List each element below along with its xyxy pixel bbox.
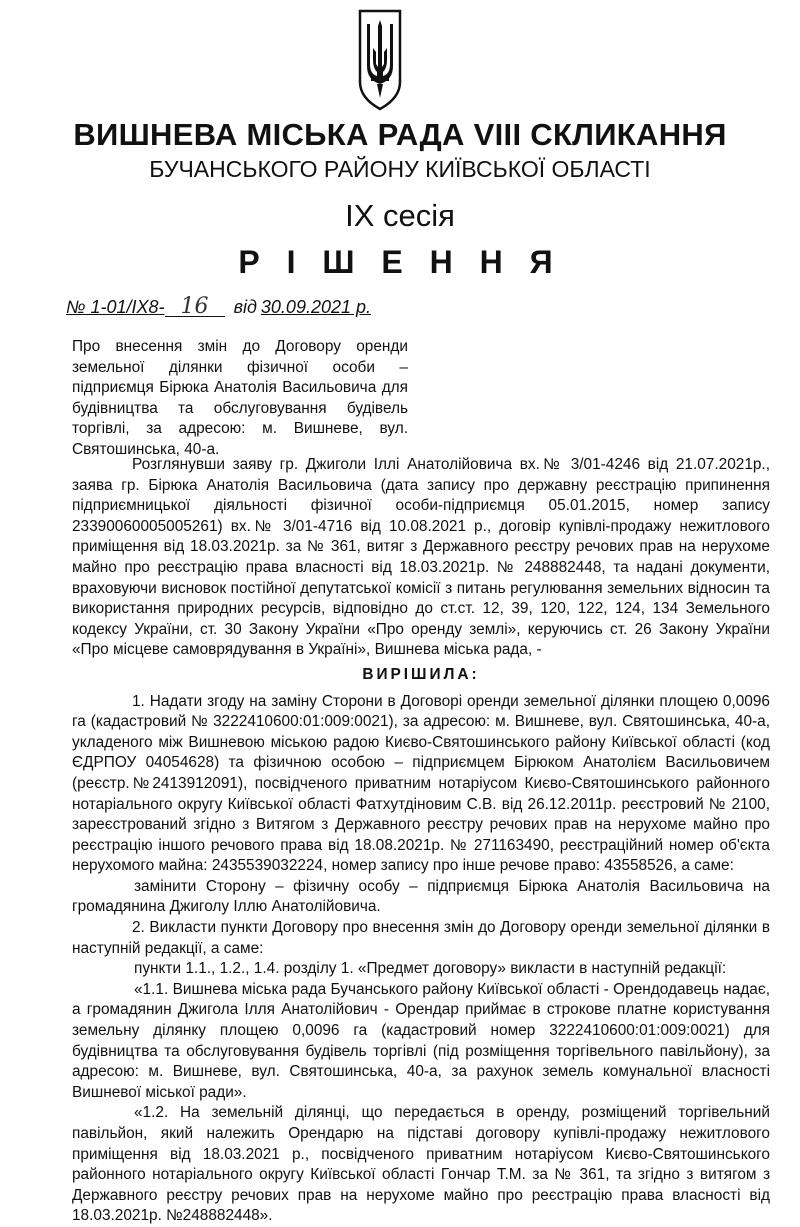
decision-subject: Про внесення змін до Договору оренди земельної ділянки фізичної особи – підприємця Бірюка Анатолія Васильовича для будівництва та обслуговування будівель торгівлі, за адресою: м. Вишневе, вул. Святошинська, 40-а. [72, 338, 408, 458]
decision-number: № 1-01/IX8- [66, 297, 165, 317]
document-type: Р І Ш Е Н Н Я [238, 244, 562, 280]
decided-heading: ВИРІШИЛА: [362, 665, 480, 683]
session-label: ІХ сесія [345, 198, 455, 233]
preamble-paragraph: Розглянувши заяву гр. Джиголи Іллі Анатолійовича вх.№ 3/01-4246 від 21.07.2021р., заява гр. Бірюка Анатолія Васильовича (дата запису про державну реєстрацію припинення підприємницької діяльності фізичної особи-підприємця 05.01.2015, номер запису 23390060005005261) вх.№ 3/01-4716 від 10.08.2021 р., договір купівлі-продажу нежитлового приміщення від 18.03.2021р. за № 361, витяг з Державного реєстру речових прав на нерухоме майно про реєстрацію права власності від 18.03.2021р. № 248882448, та надані документи, враховуючи висновок постійної депутатської комісії з питань регулювання земельних відносин та використання природних ресурсів, відповідно до ст.ст. 12, 39, 120, 122, 124, 134 Земельного кодексу України, ст. 30 Закону України «Про оренду землі», керуючись ст. 26 Закону України «Про місцеве самоврядування в Україні», Вишнева міська рада, - [72, 456, 770, 659]
point-paragraph: «1.2. На земельній ділянці, що передається в оренду, розміщений торгівельний павільйон, який належить Орендарю на підставі договору купівлі-продажу нежитлового приміщення від 18.03.2021 р., посвідченого приватним нотаріусом Києво-Святошинського районного нотаріального округу Київської області Гончар Т.М. за № 361, та згідно з витягом з Державного реєстру речових прав на нерухоме майно про реєстрацію права власності від 18.03.2021р. №248882448». [72, 1104, 770, 1225]
point-paragraph: замінити Сторону – фізичну особу – підприємця Бірюка Анатолія Васильовича на громадянина Джиголу Іллю Анатолійовича. [72, 877, 770, 916]
decision-body [72, 455, 770, 1227]
trident-coat-of-arms-icon [357, 8, 403, 112]
handwritten-number: 16 [165, 298, 225, 317]
decision-number-line [66, 294, 372, 319]
point-paragraph: «1.1. Вишнева міська рада Бучанського району Київської області - Орендодавець надає, а громадянин Джигола Ілля Анатолійович - Орендар приймає в строкове платне користування земельну ділянку площею 0,0096 га (кадастровий номер 3222410600:01:009:0021) для будівництва та обслуговування будівель торгівлі (під розміщення торгівельного павільйону), за адресою: м. Вишневе, вул. Святошинська, 40-а, за рахунок земель комунальної власності Вишневої міської ради». [72, 980, 770, 1101]
date-prefix: від [233, 297, 257, 317]
point-paragraph: 2. Викласти пункти Договору про внесення змін до Договору оренди земельної ділянки в наступній редакції, а саме: [72, 919, 770, 957]
decision-date: 30.09.2021 р. [260, 297, 372, 317]
council-region: БУЧАНСЬКОГО РАЙОНУ КИЇВСЬКОЇ ОБЛАСТІ [149, 156, 651, 182]
point-paragraph: пункти 1.1., 1.2., 1.4. розділу 1. «Предмет договору» викласти в наступній редакції: [134, 960, 727, 978]
council-title: ВИШНЕВА МІСЬКА РАДА VIII СКЛИКАННЯ [73, 117, 727, 152]
point-paragraph: 1. Надати згоду на заміну Сторони в Договорі оренди земельної ділянки площею 0,0096 га (кадастровий № 3222410600:01:009:0021), за адресою: м. Вишневе, вул. Святошинська, 40-а, укладеного між Вишневою міською радою Києво-Святошинського району Київської області (код ЄДРПОУ 04054628) та фізичною особою – підприємцем Бірюком Анатолієм Васильовичем (реєстр.№2413912091), посвідченого приватним нотаріусом Києво-Святошинського районного нотаріального округу Київської області Фатхутдіновим С.В. від 26.12.2011р. реєстровий № 2100, зареєстрований згідно з Витягом з Державного реєстру речових прав на нерухоме майно про реєстрацію іншого речового права від 18.08.2021р. № 271163490, реєстраційний номер об'єкта нерухомого майна: 2435539032224, номер запису про інше речове право: 43558526, а саме: [72, 692, 770, 875]
